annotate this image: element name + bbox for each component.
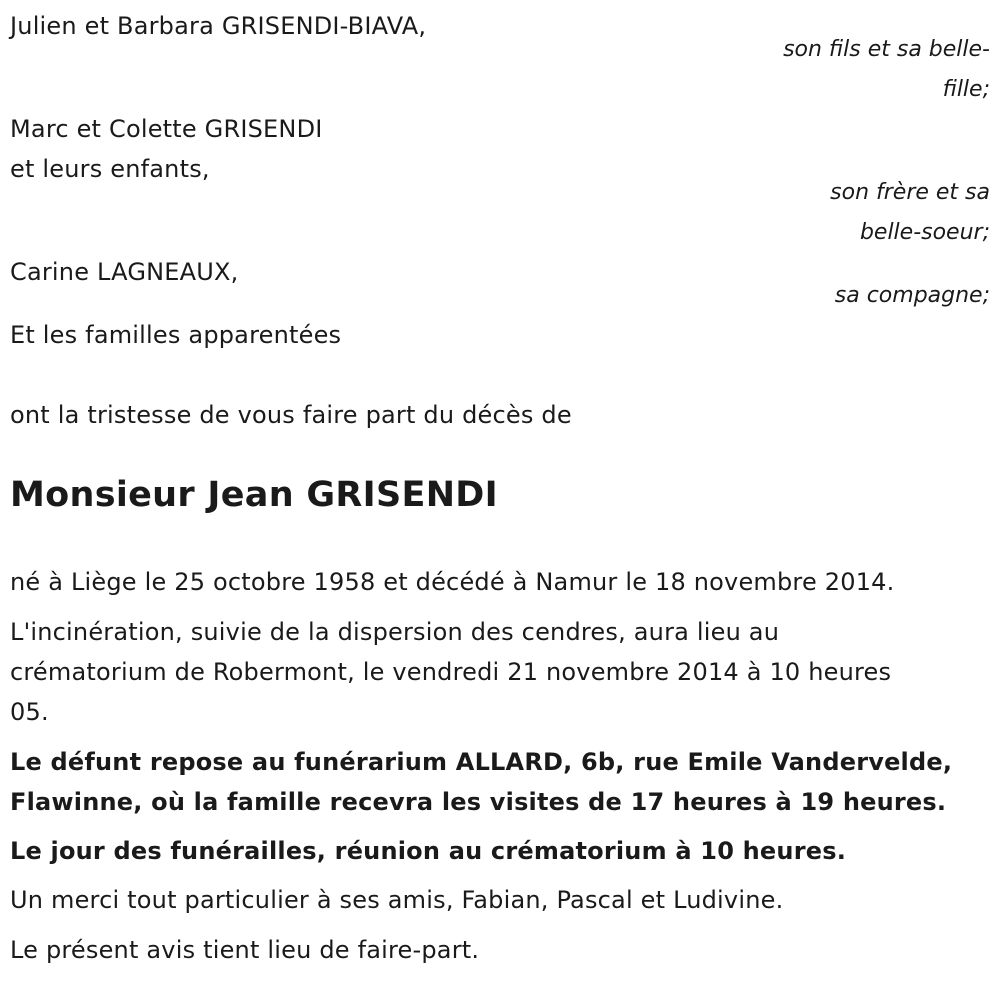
family-name-son: Julien et Barbara GRISENDI-BIAVA, <box>10 12 427 40</box>
visitation-text-line1: Le défunt repose au funérarium ALLARD, 6b, rue Emile Vandervelde, <box>10 748 953 776</box>
cremation-text-line1: L'incinération, suivie de la dispersion des cendres, aura lieu au <box>10 618 780 646</box>
relation-son-line2: fille; <box>942 77 990 102</box>
obituary-notice <box>10 0 990 985</box>
relation-son-line1: son fils et sa belle- <box>783 37 990 62</box>
relation-brother-line1: son frère et sa <box>830 180 990 205</box>
intro-text: ont la tristesse de vous faire part du décès de <box>10 401 572 429</box>
family-name-brother: Marc et Colette GRISENDI <box>10 115 323 143</box>
notice-text: Le présent avis tient lieu de faire-part. <box>10 936 480 964</box>
family-related: Et les familles apparentées <box>10 321 342 349</box>
family-name-partner: Carine LAGNEAUX, <box>10 258 239 286</box>
relation-brother-line2: belle-soeur; <box>859 220 990 245</box>
cremation-text-line3: 05. <box>10 698 49 726</box>
relation-partner: sa compagne; <box>834 283 990 308</box>
cremation-text-line2: crématorium de Robermont, le vendredi 21 novembre 2014 à 10 heures <box>10 658 892 686</box>
funeral-day-text: Le jour des funérailles, réunion au crématorium à 10 heures. <box>10 837 847 865</box>
birth-death-text: né à Liège le 25 octobre 1958 et décédé à Namur le 18 novembre 2014. <box>10 568 895 596</box>
visitation-text-line2: Flawinne, où la famille recevra les visites de 17 heures à 19 heures. <box>10 788 947 816</box>
family-name-brother-children: et leurs enfants, <box>10 155 210 183</box>
deceased-name: Monsieur Jean GRISENDI <box>10 475 498 515</box>
thanks-text: Un merci tout particulier à ses amis, Fabian, Pascal et Ludivine. <box>10 886 784 914</box>
